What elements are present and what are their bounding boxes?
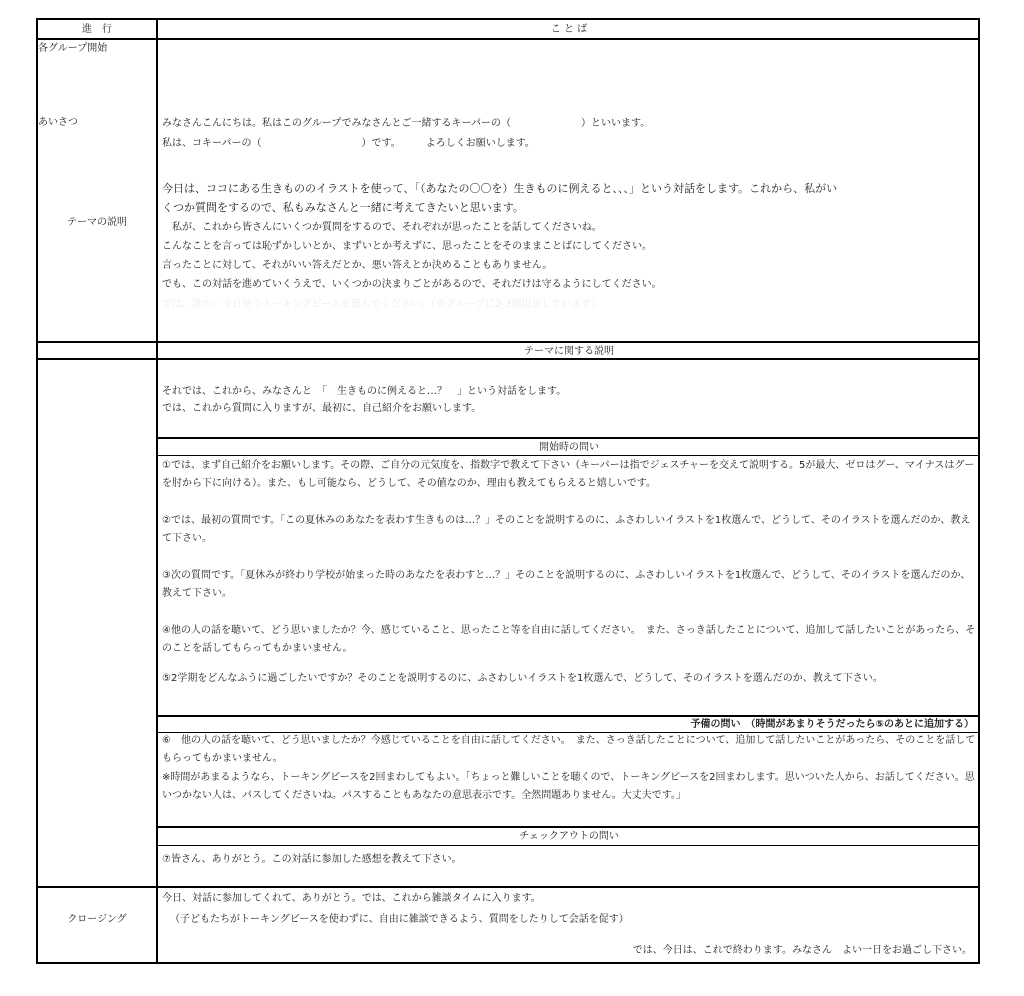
question-3: ③次の質問です。「夏休みが終わり学校が始まった時のあなたを表わすと…？」そのことを説明するのに、ふさわしいイラストを1枚選んで、どうして、そのイラストを選んだのか、教えて下さい。 <box>162 570 971 599</box>
theme-line-1: 今日は、ココにある生きもののイラストを使って、「（あなたの〇〇を）生きものに例えると、、、」という対話をします。これから、私がい <box>162 182 838 195</box>
closing-top-divider <box>38 886 978 888</box>
checkout-header-divider <box>156 845 978 846</box>
section-divider-1 <box>38 341 978 343</box>
opening-top-divider <box>156 437 978 439</box>
intro-line-1: みなさんこんにちは。私はこのグループでみなさんとご一緒するキーパーの（ ）といいます。 <box>162 118 651 129</box>
section-divider-2 <box>38 358 978 360</box>
question-7: ⑦皆さん、ありがとう。この対話に参加した感想を教えて下さい。 <box>162 854 462 865</box>
label-closing: クロージング <box>67 914 127 925</box>
theme-line-5: 言ったことに対して、それがいい答えだとか、悪い答えとか決めることもありません。 <box>162 260 553 271</box>
theme-explain-line-2: では、これから質問に入りますが、最初に、自己紹介をお願いします。 <box>162 403 482 414</box>
question-6: ⑥ 他の人の話を聴いて、どう思いましたか？今感じていることを自由に話してください。 また、さっき話したことについて、追加して話したいことがあったら、そのことを話してもらってもかまいません。 <box>162 735 976 764</box>
checkout-header: チェックアウトの問い <box>519 831 619 842</box>
theme-line-6: でも、この対話を進めていくうえで、いくつかの決まりごとがあるので、それだけは守るようにしてください。 <box>162 279 662 290</box>
theme-line-2: くつか質問をするので、私もみなさんと一緒に考えてきたいと思います。 <box>162 201 524 214</box>
theme-line-3: 私が、これから皆さんにいくつか質問をするので、それぞれが思ったことを話してくださいね。 <box>162 222 602 233</box>
question-4: ④他の人の話を聴いて、どう思いましたか？今、感じていること、思ったこと等を自由に話してください。 また、さっき話したことについて、追加して話したいことがあったら、そのことを話してもらってもかまいません。 <box>162 625 976 654</box>
dialogue-script-table <box>36 18 980 964</box>
theme-line-4: こんなことを言っては恥ずかしいとか、まずいとか考えずに、思ったことをそのままことばにしてください。 <box>162 241 652 252</box>
label-group-start: 各グループ開始 <box>38 43 108 54</box>
question-5: ⑤2学期をどんなふうに過ごしたいですか？そのことを説明するのに、ふさわしいイラストを1枚選んで、どうして、そのイラストを選んだのか、教えて下さい。 <box>162 673 883 684</box>
closing-line-3: では、今日は、これで終わります。みなさん よい一日をお過ごし下さい。 <box>632 945 972 956</box>
reserve-header: 予備の問い （時間があまりそうだったら⑤のあとに追加する） <box>690 719 974 730</box>
closing-line-2: （子どもたちがトーキングピースを使わずに、自由に雑談できるよう、質問をしたりして会話を促す） <box>170 914 629 925</box>
header-divider <box>38 38 978 40</box>
intro-line-2: 私は、コキーパーの（ ）です。 よろしくお願いします。 <box>162 138 535 149</box>
theme-line-7: では、誰か、今日使うトーキングピースを選んでください。（各グループに2-3個用意しています） <box>162 299 602 310</box>
theme-explain-header: テーマに関する説明 <box>524 346 614 357</box>
column-divider <box>156 20 158 962</box>
closing-line-1: 今日、対話に参加してくれて、ありがとう。では、これから雑談タイムに入ります。 <box>162 893 541 904</box>
opening-header: 開始時の問い <box>539 442 599 453</box>
label-theme: テーマの説明 <box>67 217 127 228</box>
theme-explain-line-1: それでは、これから、みなさんと 「 生きものに例えると…？ 」という対話をします。 <box>162 386 567 397</box>
reserve-top-divider <box>156 715 978 717</box>
header-col-words: こ と ば <box>550 24 588 35</box>
opening-header-divider <box>156 455 978 456</box>
question-2: ②では、最初の質問です。「この夏休みのあなたを表わす生きものは…？」そのことを説明するのに、ふさわしいイラストを1枚選んで、どうして、そのイラストを選んだのか、教えて下さい。 <box>162 515 971 544</box>
checkout-top-divider <box>156 826 978 828</box>
reserve-note: ※時間があまるようなら、トーキングピースを2回まわしてもよい。「ちょっと難しいことを聴くので、トーキングピースを2回まわします。思いついた人から、お話してください。思いつかない人は、パスしてくださいね。パスすることもあなたの意思表示です。全然問題ありません。大丈夫です。」 <box>162 772 975 801</box>
label-greeting: あいさつ <box>38 117 78 128</box>
header-col-progress: 進 行 <box>82 24 112 35</box>
question-1: ①では、まず自己紹介をお願いします。その際、ご自分の元気度を、指数字で教えて下さい（キーパーは指でジェスチャーを交えて説明する。5が最大、ゼロはグー、マイナスはグーを肘から下に向ける）。また、もし可能なら、どうして、その値なのか、理由も教えてもらえると嬉しいです。 <box>162 460 975 489</box>
